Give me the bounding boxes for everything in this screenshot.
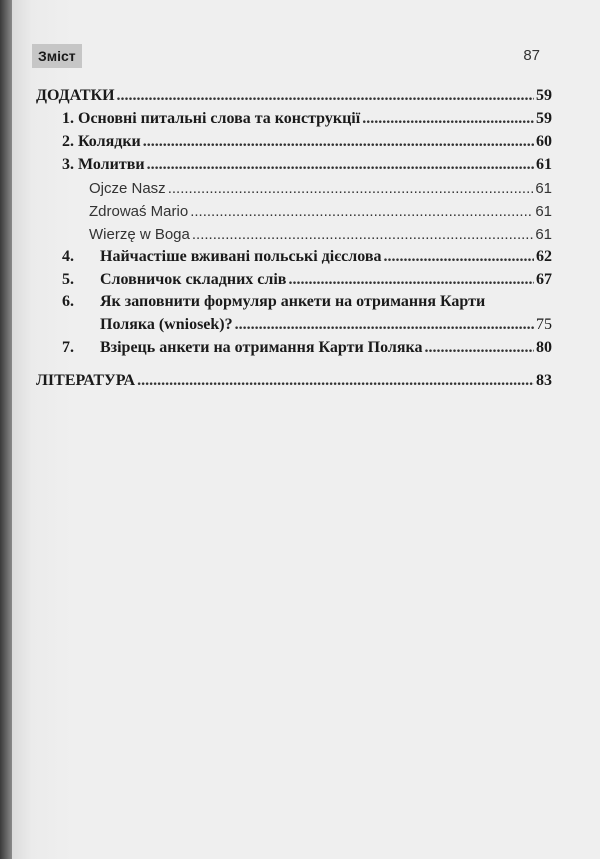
toc-title: Взірець анкети на отримання Карти Поляка <box>100 339 423 356</box>
toc-entry-4 <box>36 243 552 266</box>
leader-dots <box>137 372 534 390</box>
toc-title: ЛІТЕРАТУРА <box>36 372 136 389</box>
toc-entry-literatura <box>36 367 552 390</box>
toc-page: 80 <box>536 339 552 356</box>
leader-dots <box>147 156 534 174</box>
toc-page: 59 <box>536 110 552 127</box>
toc-title: 1. Основні питальні слова та конструкції <box>62 110 361 127</box>
toc-subentry-wierze-w-boga <box>36 220 552 243</box>
toc-title: Wierzę w Boga <box>89 226 190 243</box>
toc-entry-dodatky <box>36 82 552 105</box>
toc-title: ДОДАТКИ <box>36 87 115 104</box>
leader-dots <box>192 226 533 243</box>
toc-title: 3. Молитви <box>62 156 145 173</box>
toc-title: Словничок складних слів <box>100 271 287 288</box>
toc-title-line2: Поляка (wniosek)? <box>100 316 233 333</box>
toc-page: 67 <box>536 271 552 288</box>
leader-dots <box>168 180 534 197</box>
book-spine-shadow <box>0 0 12 859</box>
toc-page: 61 <box>535 226 552 243</box>
toc-page: 75 <box>536 316 552 333</box>
leader-dots <box>362 110 534 128</box>
toc-subentry-zdrowas-mario <box>36 197 552 220</box>
toc-page: 61 <box>535 203 552 220</box>
toc-title: Найчастіше вживані польські дієслова <box>100 248 382 265</box>
toc-page: 59 <box>536 87 552 104</box>
toc-page: 61 <box>536 156 552 173</box>
toc-number: 7. <box>62 339 74 356</box>
toc-entry-1 <box>36 105 552 128</box>
toc-number: 6. <box>62 293 74 310</box>
toc-title-line1: Як заповнити формуляр анкети на отримання Карти <box>100 293 486 310</box>
toc-entry-2 <box>36 128 552 151</box>
leader-dots <box>190 203 533 220</box>
book-page <box>12 0 600 859</box>
leader-dots <box>288 271 534 289</box>
leader-dots <box>383 248 534 266</box>
toc-title: Zdrowaś Mario <box>89 203 189 220</box>
toc-title: 2. Колядки <box>62 133 141 150</box>
toc-title: Ojcze Nasz <box>89 180 166 197</box>
toc-subentry-ojcze-nasz <box>36 174 552 197</box>
page-number: 87 <box>523 47 540 64</box>
table-of-contents <box>36 82 552 390</box>
toc-entry-5 <box>36 266 552 289</box>
toc-entry-6 <box>36 289 552 311</box>
toc-entry-6-cont <box>36 311 552 334</box>
leader-dots <box>425 339 534 357</box>
toc-page: 60 <box>536 133 552 150</box>
toc-page: 83 <box>536 372 552 389</box>
toc-page: 62 <box>536 248 552 265</box>
toc-number: 5. <box>62 271 74 288</box>
leader-dots <box>235 316 534 334</box>
leader-dots <box>143 133 534 151</box>
toc-entry-3 <box>36 151 552 174</box>
toc-page: 61 <box>535 180 552 197</box>
toc-entry-7 <box>36 334 552 357</box>
section-header: Зміст <box>32 44 82 68</box>
leader-dots <box>117 87 534 105</box>
toc-number: 4. <box>62 248 74 265</box>
